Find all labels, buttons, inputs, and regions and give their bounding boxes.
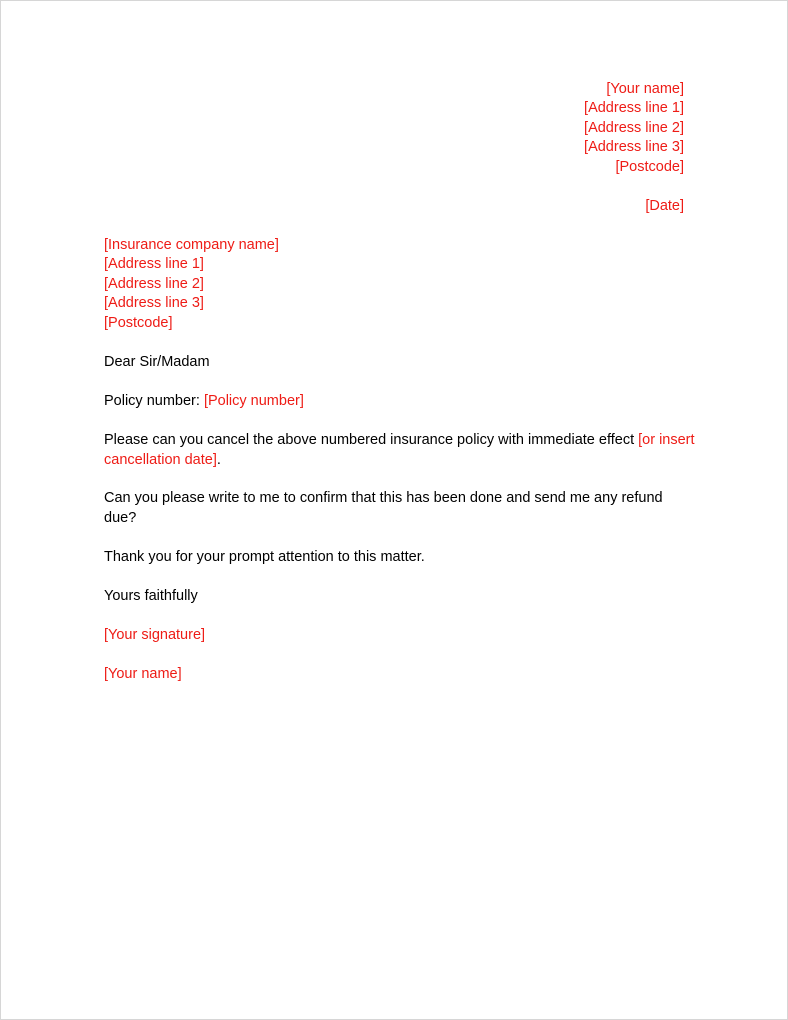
sender-address-line-3: [Address line 3] (584, 139, 684, 155)
salutation: Dear Sir/Madam (104, 354, 210, 370)
signoff-name-placeholder: [Your name] (104, 666, 182, 682)
cancel-text: Please can you cancel the above numbered insurance policy with immediate effect (104, 432, 639, 448)
recipient-company: [Insurance company name] (104, 237, 279, 253)
sender-address-line-1: [Address line 1] (584, 100, 684, 116)
thanks-paragraph: Thank you for your prompt attention to this matter. (104, 549, 425, 565)
sender-postcode: [Postcode] (615, 159, 684, 175)
cancel-paragraph-line-1 (104, 431, 695, 451)
cancel-paragraph-line-2 (104, 451, 221, 471)
closing: Yours faithfully (104, 588, 198, 604)
sender-address-line-2: [Address line 2] (584, 120, 684, 136)
recipient-address-line-1: [Address line 1] (104, 256, 204, 272)
policy-number-label: Policy number: (104, 393, 204, 409)
cancel-date-placeholder-end: cancellation date] (104, 452, 217, 468)
policy-number-line (104, 392, 304, 412)
confirm-paragraph-line-1: Can you please write to me to confirm that this has been done and send me any refund (104, 490, 663, 506)
recipient-postcode: [Postcode] (104, 315, 173, 331)
signature-placeholder: [Your signature] (104, 627, 206, 643)
policy-number-placeholder: [Policy number] (203, 393, 304, 409)
cancel-period: . (216, 452, 221, 468)
recipient-address-line-2: [Address line 2] (104, 276, 204, 292)
sender-name: [Your name] (606, 81, 684, 97)
confirm-paragraph-line-2: due? (104, 510, 137, 526)
cancel-date-placeholder-start: [or insert (638, 432, 695, 448)
recipient-address-line-3: [Address line 3] (104, 295, 204, 311)
letter-date: [Date] (645, 198, 684, 214)
